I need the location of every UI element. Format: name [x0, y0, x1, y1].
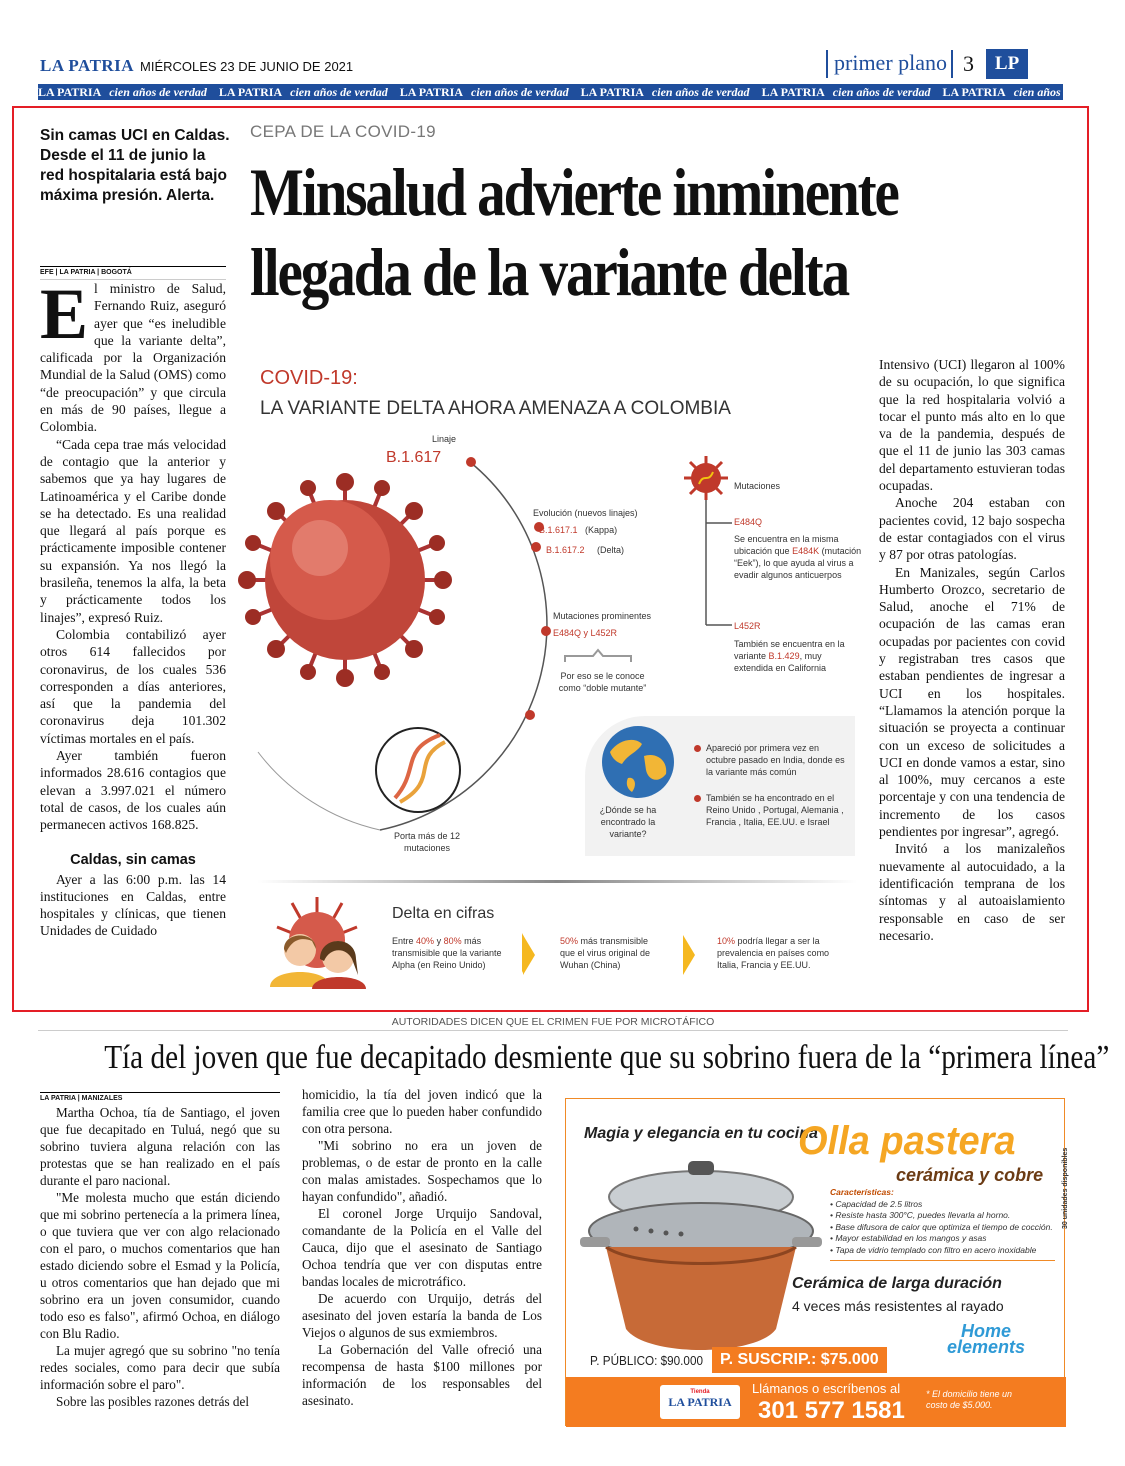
- ad-feature: • Tapa de vidrio templado con filtro en acero inoxidable: [830, 1244, 1037, 1255]
- issue-date: MIÉRCOLES 23 DE JUNIO DE 2021: [140, 59, 354, 74]
- timeline-dot: [531, 542, 541, 552]
- lp-logo: LP: [986, 49, 1028, 79]
- slogan-strip-item: [38, 85, 207, 100]
- headline: [250, 152, 947, 312]
- infographic-title: COVID-19:: [260, 367, 358, 389]
- article-paragraph: La Gobernación del Valle ofreció una recompensa de hasta $100 millones por información de los responsables del asesinato.: [302, 1342, 542, 1408]
- article-column-right: [879, 356, 1065, 944]
- ad-stock-note: 30 unidades disponibles: [1062, 1147, 1069, 1229]
- home-elements-logo: Home elements: [946, 1321, 1026, 1357]
- mutations-label: Mutaciones: [734, 481, 781, 491]
- divider: [257, 880, 857, 883]
- ad-feature: • Base difusora de calor que optimiza el tiempo de cocción.: [830, 1221, 1053, 1232]
- timeline-dot: [541, 626, 551, 636]
- ad-tagline: Magia y elegancia en tu cocina: [584, 1125, 818, 1142]
- headline-line: llegada de la variante delta: [250, 234, 849, 310]
- article-paragraph: Anoche 204 estaban con pacientes covid, 12 bajo sospecha de estar contagiados con el virus y 87 por otras patologías.: [879, 495, 1065, 563]
- figures-title: Delta en cifras: [392, 905, 495, 922]
- article-paragraph: “Cada cepa trae más velocidad de contagio que la anterior y sabemos que ya hay lugares de Latinoamérica y el Caribe donde se ha detectado. Es una realidad que llegará al país porque es prácticamente imposible contener su expansión. Ya nos llegó la brasileña, tenemos la alfa, la beta y prácticamente todos los linajes”, expresó Ruiz.: [40, 436, 226, 625]
- byline: LA PATRIA | MANIZALES: [40, 1092, 280, 1102]
- bullet-dot: [694, 745, 701, 752]
- subhead: Caldas, sin camas: [70, 851, 196, 868]
- ad-ceramic-claim: Cerámica de larga duración: [792, 1275, 1002, 1292]
- advertisement[interactable]: [565, 1098, 1069, 1426]
- page-number: 3: [963, 51, 975, 76]
- ad-public-price: P. PÚBLICO: $90.000: [590, 1353, 703, 1368]
- article-paragraph: Ayer también fueron informados 28.616 contagios que elevan a 3.997.021 el número total de casos, de los cuales aún permanecen activos 168.825.: [40, 748, 226, 833]
- strip-brand: LA PATRIA: [218, 84, 283, 99]
- evolution-item: B.1.617.2 (Delta): [546, 545, 625, 555]
- figure-item: 50% más transmisible que el virus original de Wuhan (China): [560, 936, 651, 970]
- slogan-strip-item: [581, 85, 750, 100]
- mutations-count-note: Porta más de 12 mutaciones: [393, 831, 461, 853]
- mutation-code: L452R: [734, 621, 761, 631]
- ad-feature: • Mayor estabilidad en los mangos y asas: [830, 1233, 987, 1243]
- small-virus-icon: [684, 456, 728, 500]
- evolution-label: Evolución (nuevos linajes): [533, 508, 638, 518]
- headline-line: Minsalud advierte inminente: [250, 154, 898, 230]
- linaje-value: B.1.617: [386, 449, 442, 466]
- timeline-dot: [525, 710, 535, 720]
- article-paragraph: "Me molesta mucho que están diciendo que mi sobrino pertenecía a la primera línea, o que tuviera que ver con algo relacionado con el paro, o muchos comentarios que han estado diciendo sobre el Esmad y la Policía, u otros comentarios que han dejado que mi sobrino era un joven consumidor, cuando todo eso es falso", afirmó Ochoa, en diálogo con Blu Radio.: [40, 1190, 280, 1341]
- strip-slogan: cien años de verdad: [471, 84, 569, 99]
- strip-brand: LA PATRIA: [942, 84, 1006, 99]
- strip-slogan: cien años de verdad: [832, 84, 931, 99]
- chevron-right-icon: [683, 935, 695, 975]
- article-paragraph: Ayer a las 6:00 p.m. las 14 instituciones en Caldas, entre hospitales y clínicas, que tienen Unidades de Cuidado: [40, 871, 226, 939]
- article-column: [40, 1104, 280, 1410]
- slogan-strip: [38, 84, 1112, 100]
- location-bullet: También se ha encontrado en el Reino Unido , Portugal, Alemania , Francia , Italia, EE.UU. e Israel: [706, 793, 844, 827]
- prominent-value: E484Q y L452R: [553, 628, 618, 638]
- strip-slogan: cien años de verdad: [109, 84, 207, 99]
- ad-resistance-claim: 4 veces más resistentes al rayado: [792, 1298, 1004, 1314]
- article-headline: Tía del joven que fue decapitado desmiente que su sobrino fuera de la “primera línea”: [104, 1039, 1110, 1076]
- article-paragraph: homicidio, la tía del joven indicó que la familia cree que lo pueden haber confundido con otra persona.: [302, 1087, 542, 1136]
- infographic-subtitle: LA VARIANTE DELTA AHORA AMENAZA A COLOMBIA: [260, 398, 731, 419]
- strip-brand: LA PATRIA: [580, 84, 644, 99]
- article-paragraph: Martha Ochoa, tía de Santiago, el joven que fue decapitado en Tuluá, negó que su sobrino tuviera alguna relación con las protestas que se han realizado en el país durante el paro nacional.: [40, 1105, 280, 1188]
- drop-cap: E: [40, 274, 89, 354]
- ad-delivery-note: * El domicilio tiene un costo de $5.000.: [926, 1389, 1013, 1410]
- article-column: [302, 1086, 542, 1409]
- chevron-right-icon: [523, 935, 535, 975]
- globe-icon: [598, 722, 678, 802]
- ad-material: cerámica y cobre: [896, 1165, 1044, 1185]
- double-mutant-note: Por eso se le conoce como “doble mutante”: [558, 671, 647, 693]
- article-paragraph: Sobre las posibles razones detrás del: [56, 1394, 249, 1409]
- article-paragraph: "Mi sobrino no era un joven de problemas, o de estar de pronto en la calle con malas amistades. Sospechamos que lo hayan confundido", añadió.: [302, 1138, 542, 1204]
- article-paragraph: Colombia contabilizó ayer otros 614 fallecidos por coronavirus, de los cuales 536 corresponden a días anteriores, así que la pandemia del coronavirus deja 101.302 víctimas mortales en el país.: [40, 626, 226, 746]
- people-icon: [262, 895, 382, 990]
- ad-subscriber-price: P. SUSCRIP.: $75.000: [712, 1347, 887, 1373]
- figure-item: Entre 40% y 80% más transmisible que la variante Alpha (en Reino Unido): [392, 936, 502, 970]
- section-header: [826, 48, 1028, 80]
- article-paragraph: El ministro de Salud, Fernando Ruiz, aseguró ayer que “es ineludible que la variante delta”, calificada por la Organización Mundial de la Salud (OMS) como “de preocupación” y que circula en más de 90 países, llegue a Colombia.: [40, 274, 226, 435]
- article-kicker: AUTORIDADES DICEN QUE EL CRIMEN FUE POR MICROTÁFICO: [38, 1016, 1068, 1031]
- slogan-strip-item: [219, 85, 388, 100]
- ad-feature: • Resiste hasta 300°C, puedes llevarla al horno.: [830, 1210, 1011, 1220]
- timeline-dot: [466, 457, 476, 467]
- strip-slogan: cien años de verdad: [1013, 84, 1112, 99]
- strip-slogan: cien años de verdad: [290, 84, 388, 99]
- bullet-dot: [694, 795, 701, 802]
- figure-item: 10% podría llegar a ser la prevalencia en países como Italia, Francia y EE.UU.: [717, 936, 830, 970]
- strip-slogan: cien años de verdad: [651, 84, 750, 99]
- location-question: ¿Dónde se ha encontrado la variante?: [599, 805, 657, 839]
- ad-features: [830, 1187, 1055, 1261]
- article-paragraph: La mujer agregó que su sobrino "no tenía redes sociales, como para decir que subía información sobre el paro".: [40, 1343, 280, 1392]
- newspaper-logo: LA PATRIA: [40, 56, 135, 75]
- mutation-description: Se encuentra en la misma ubicación que E484K (mutación “Eek”), lo que ayuda al virus a evadir algunos anticuerpos: [734, 534, 862, 580]
- kicker: CEPA DE LA COVID-19: [250, 122, 436, 141]
- byline: EFE | LA PATRIA | BOGOTÁ: [40, 266, 226, 280]
- article-column-left: [40, 274, 226, 940]
- ad-phone[interactable]: 301 577 1581: [758, 1397, 905, 1424]
- evolution-item: B.1.617.1 (Kappa): [539, 525, 618, 535]
- article-paragraph: Invitó a los manizaleños nuevamente al autocuidado, a la identificación temprana de los síntomas y al autoaislamiento responsable en caso de ser necesario.: [879, 841, 1065, 943]
- article-paragraph: De acuerdo con Urquijo, detrás del asesinato del joven estaría la banda de Los Viejos o algunos de sus exmiembros.: [302, 1291, 542, 1340]
- slogan-strip-item: [762, 85, 931, 100]
- mutation-description: También se encuentra en la variante B.1.429, muy extendida en California: [734, 639, 845, 673]
- tienda-logo: Tienda LA PATRIA: [660, 1385, 740, 1419]
- strip-brand: LA PATRIA: [399, 84, 464, 99]
- pot-illustration: [576, 1139, 826, 1364]
- linaje-label: Linaje: [432, 434, 457, 444]
- article-paragraph: En Manizales, según Carlos Humberto Orozco, secretario de Salud, anoche el 71% de ocupación de las camas eran ocupadas por pacientes con covid y registraban tres casos que estaban pendientes de ingresar a UCI en los hospitales. “Llamamos la atención porque la situación se proyecta a continuar con un exceso de solicitudes a UCI en donde vamos a estar, sino al 100%, muy cercanos a este porcentaje y con una tendencia de incremento de los casos pendientes por ingresar”, agregó.: [879, 564, 1065, 840]
- strip-brand: LA PATRIA: [761, 84, 825, 99]
- slogan-strip-item: [400, 85, 569, 100]
- dna-illustration: [376, 728, 460, 812]
- location-bullet: Apareció por primera vez en octubre pasado en India, donde es la variante más común: [706, 743, 845, 777]
- brace: [565, 650, 631, 662]
- ad-footer: [566, 1377, 1066, 1427]
- ad-contact-label: Llámanos o escríbenos al: [752, 1381, 901, 1396]
- slogan-strip-item: [942, 85, 1111, 100]
- ad-product-name: Olla pastera: [798, 1119, 1016, 1163]
- lede-summary: Sin camas UCI en Caldas. Desde el 11 de junio la red hospitalaria está bajo máxima presión. Alerta.: [40, 127, 230, 205]
- strip-brand: LA PATRIA: [38, 84, 102, 99]
- ad-features-title: Características:: [830, 1187, 894, 1197]
- section-name: primer plano: [826, 50, 953, 78]
- article-paragraph: Intensivo (UCI) llegaron al 100% de su ocupación, lo que significa que la red hospitalaria volvió a tocar el punto más alto en lo que va de la pandemia, después de que el 11 de junio las 303 camas del departamento estuvieran todas ocupadas.: [879, 357, 1065, 494]
- ad-feature: • Capacidad de 2.5 litros: [830, 1198, 923, 1209]
- mutation-code: E484Q: [734, 517, 763, 527]
- virus-illustration: [238, 473, 452, 687]
- lineage-arc-tail: [258, 752, 380, 830]
- prominent-label: Mutaciones prominentes: [553, 611, 652, 621]
- article-paragraph: El coronel Jorge Urquijo Sandoval, comandante de la Policía en el Valle del Cauca, dijo que el asesinato de Santiago Ochoa tendría que ver con disputas entre bandas locales de microtráfico.: [302, 1206, 542, 1289]
